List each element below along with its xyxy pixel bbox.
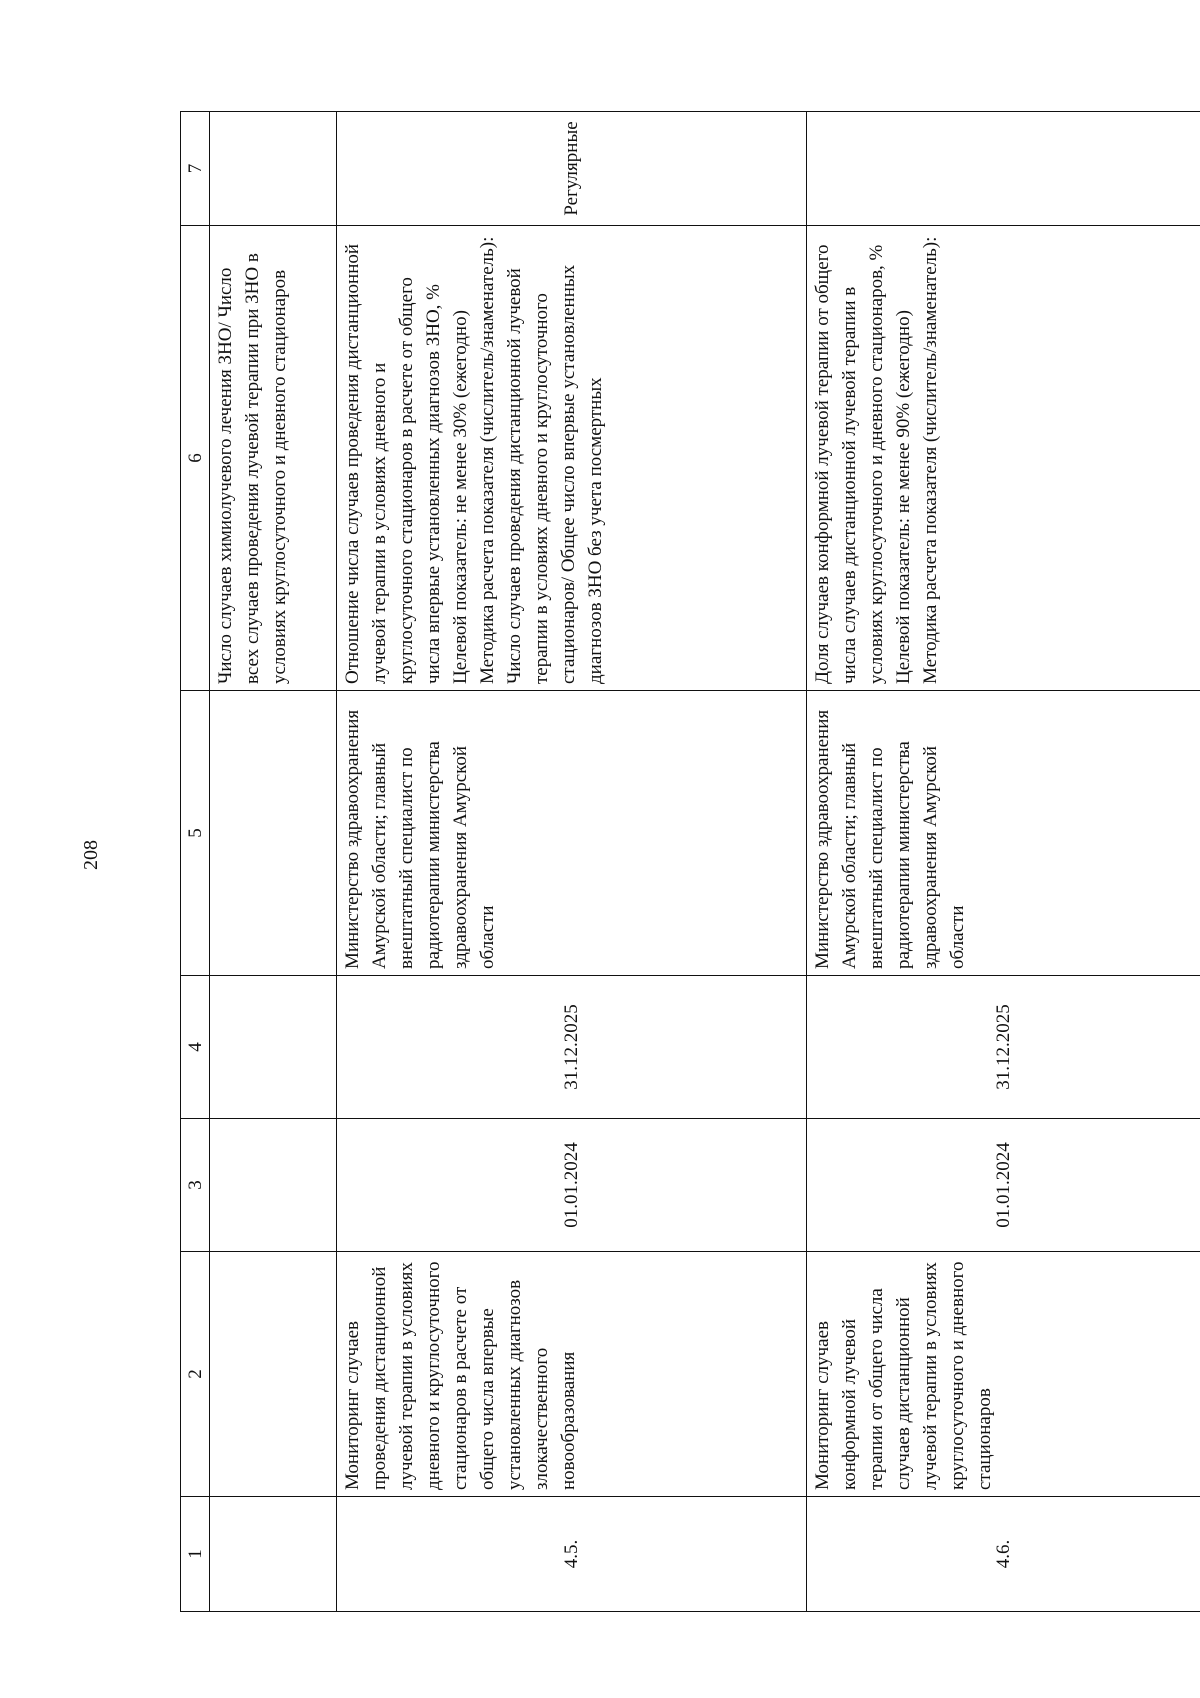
- indicator-text: Доля случаев конформной лучевой терапии от общего числа случаев дистанционной лучевой терапии в условиях круглосуточного и дневного стационаров, % Целевой показатель: не менее 90% (ежегодно) Методика расчета показателя (числитель/знаменатель):: [812, 236, 941, 684]
- table-row: [807, 112, 1200, 1612]
- empty-cell: [210, 1119, 337, 1252]
- measures-table: [180, 111, 1200, 1612]
- responsible-text: Министерство здравоохранения Амурской области; главный внештатный специалист по радиотерапии министерства здравоохранения Амурской области: [812, 709, 968, 969]
- measure-name: [807, 1252, 1200, 1497]
- start-date: 01.01.2024: [807, 1119, 1200, 1252]
- empty-cell: [210, 976, 337, 1119]
- end-date: 31.12.2025: [337, 976, 807, 1119]
- empty-cell: [210, 112, 337, 226]
- header-row: [181, 112, 210, 1612]
- header-cell: 4: [181, 976, 210, 1119]
- header-cell: 5: [181, 691, 210, 976]
- end-date: 31.12.2025: [807, 976, 1200, 1119]
- measure-name: [337, 1252, 807, 1497]
- start-date: 01.01.2024: [337, 1119, 807, 1252]
- header-cell: 7: [181, 112, 210, 226]
- page-number: 208: [80, 840, 102, 870]
- continuation-row: [210, 112, 337, 1612]
- empty-cell: [210, 1252, 337, 1497]
- measure-name-text: Мониторинг случаев конформной лучевой терапии от общего числа случаев дистанционной лучевой терапии в условиях круглосуточного и дневного стационаров: [812, 1261, 995, 1490]
- periodicity: [807, 112, 1200, 226]
- indicator: [807, 226, 1200, 691]
- responsible: [807, 691, 1200, 976]
- rotated-table-container: [180, 112, 1190, 1612]
- responsible: [337, 691, 807, 976]
- measure-name-text: Мониторинг случаев проведения дистанционной лучевой терапии в условиях дневного и круглосуточного стационаров в расчете от общего числа впервые установленных диагнозов злокачественного новообразования: [342, 1261, 579, 1490]
- periodicity: Регулярные: [337, 112, 807, 226]
- responsible-text: Министерство здравоохранения Амурской области; главный внештатный специалист по радиотерапии министерства здравоохранения Амурской области: [342, 709, 498, 969]
- empty-cell: [210, 691, 337, 976]
- header-cell: 2: [181, 1252, 210, 1497]
- row-number: 4.5.: [337, 1497, 807, 1612]
- continuation-indicator-cell: [210, 226, 337, 691]
- row-number: 4.6.: [807, 1497, 1200, 1612]
- empty-cell: [210, 1497, 337, 1612]
- continuation-indicator-text: Число случаев химиолучевого лечения ЗНО/ Число всех случаев проведения лучевой терапии при ЗНО в условиях круглосуточного и дневного стационаров: [215, 253, 290, 684]
- indicator-text: Отношение числа случаев проведения дистанционной лучевой терапии в условиях дневного и круглосуточного стационаров в расчете от общего числа впервые установленных диагнозов ЗНО, % Целевой показатель: не менее 30% (ежегодно) Методика расчета показателя (числитель/знаменатель): Число случаев проведения дистанционной лучевой терапии в условиях дневного и круглосуточного стационаров/ Общее число впервые установленных диагнозов ЗНО без учета посмертных: [342, 236, 606, 684]
- header-cell: 1: [181, 1497, 210, 1612]
- table-row: [337, 112, 807, 1612]
- indicator: [337, 226, 807, 691]
- header-cell: 6: [181, 226, 210, 691]
- header-cell: 3: [181, 1119, 210, 1252]
